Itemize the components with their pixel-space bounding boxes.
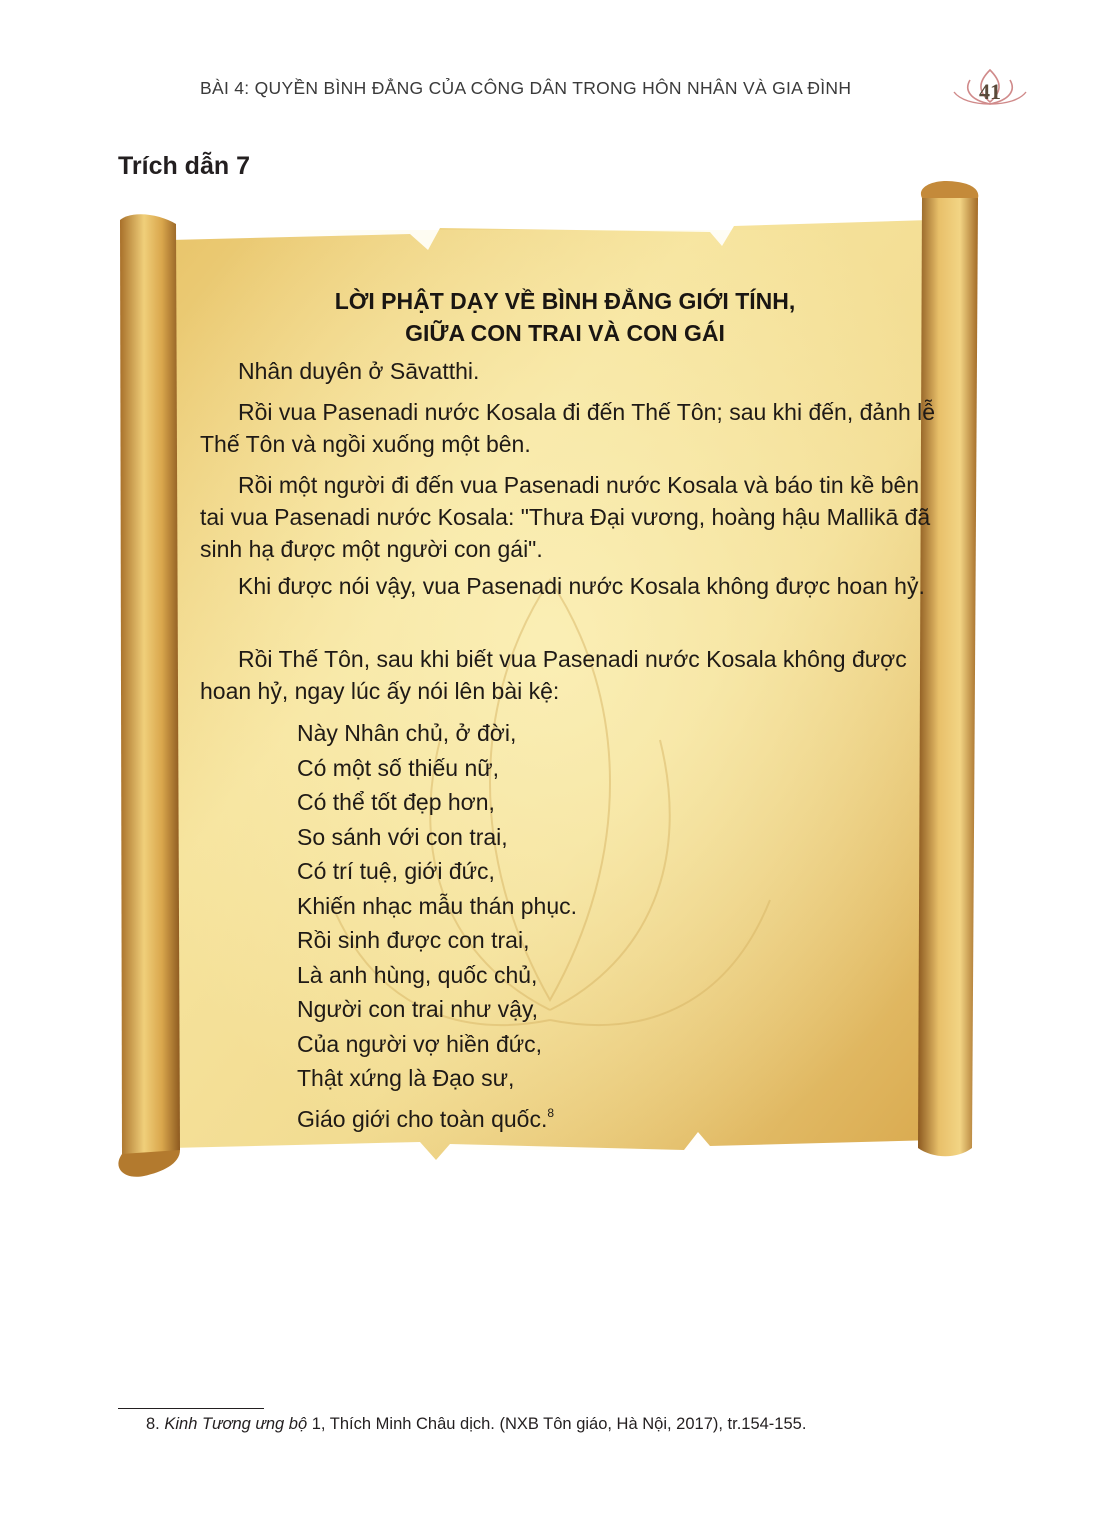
verse-line: Thật xứng là Đạo sư, xyxy=(297,1065,515,1091)
page-number: 41 xyxy=(979,79,1001,104)
verse-line-last xyxy=(297,1096,577,1137)
paragraph: Khi được nói vậy, vua Pasenadi nước Kosala không được hoan hỷ. xyxy=(238,573,925,599)
footnote-source-details: 1, Thích Minh Châu dịch. (NXB Tôn giáo, Hà Nội, 2017), tr.154-155. xyxy=(307,1415,807,1433)
footnote-number: 8. xyxy=(146,1415,160,1433)
verse-line: Người con trai như vậy, xyxy=(297,996,539,1022)
verse-line: Là anh hùng, quốc chủ, xyxy=(297,961,538,988)
paragraph: Nhân duyên ở Sāvatthi. xyxy=(238,358,480,384)
footnote-divider xyxy=(118,1408,264,1409)
paragraph: Rồi vua Pasenadi nước Kosala đi đến Thế Tôn; sau khi đến, đảnh lễ Thế Tôn và ngồi xuống một bên. xyxy=(200,399,936,457)
footnote xyxy=(146,1415,806,1434)
footnote-marker: 8 xyxy=(547,1105,555,1120)
scroll-title xyxy=(180,285,950,349)
verse-line: Rồi sinh được con trai, xyxy=(297,927,530,953)
verse-line: Của người vợ hiền đức, xyxy=(297,1030,543,1057)
verse-line-text: Giáo giới cho toàn quốc. xyxy=(297,1105,548,1132)
verse-line: Có trí tuệ, giới đức, xyxy=(297,858,495,884)
section-title: Trích dẫn 7 xyxy=(118,152,250,180)
verse-line: Có một số thiếu nữ, xyxy=(297,754,500,781)
footnote-source-title: Kinh Tương ưng bộ xyxy=(164,1415,308,1433)
verse-line: Này Nhân chủ, ở đời, xyxy=(297,720,517,746)
scroll-title-line-1: LỜI PHẬT DẠY VỀ BÌNH ĐẲNG GIỚI TÍNH, xyxy=(334,288,796,314)
verse-line: Có thể tốt đẹp hơn, xyxy=(297,789,495,815)
verse-block xyxy=(297,716,577,1136)
verse-line: So sánh với con trai, xyxy=(297,823,508,850)
scroll-title-line-2: GIỮA CON TRAI VÀ CON GÁI xyxy=(405,320,725,346)
verse-line: Khiến nhạc mẫu thán phục. xyxy=(297,892,578,919)
paragraph: Rồi Thế Tôn, sau khi biết vua Pasenadi nước Kosala không được hoan hỷ, ngay lúc ấy nói lên bài kệ: xyxy=(200,646,907,704)
running-header: BÀI 4: QUYỀN BÌNH ĐẲNG CỦA CÔNG DÂN TRONG HÔN NHÂN VÀ GIA ĐÌNH xyxy=(200,78,852,98)
paragraph: Rồi một người đi đến vua Pasenadi nước Kosala và báo tin kề bên tai vua Pasenadi nước Kosala: "Thưa Đại vương, hoàng hậu Mallikā đã sinh hạ được một người con gái". xyxy=(200,472,931,562)
